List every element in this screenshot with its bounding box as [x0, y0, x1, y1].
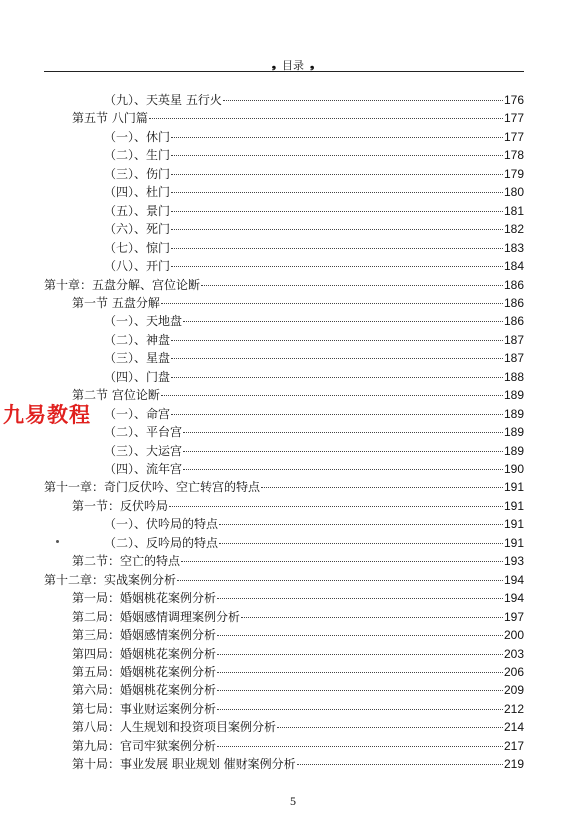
- toc-entry-label: 第八局：人生规划和投资项目案例分析: [72, 720, 277, 735]
- dot-leader: [277, 727, 503, 728]
- page-number: 5: [290, 794, 296, 808]
- toc-entry-page: 184: [503, 259, 524, 274]
- toc-entry-page: 187: [503, 351, 524, 366]
- dot-leader: [171, 155, 503, 156]
- dot-leader: [183, 469, 503, 470]
- dot-leader: [171, 266, 503, 267]
- toc-entry-page: 214: [503, 720, 524, 735]
- toc-entry-label: （六）、死门: [104, 222, 171, 237]
- toc-entry[interactable]: [104, 257, 524, 275]
- toc-entry-page: 181: [503, 203, 524, 218]
- toc-entry-page: 191: [503, 480, 524, 495]
- right-ornament-icon: ❟: [310, 58, 315, 71]
- dot-leader: [171, 358, 503, 359]
- dot-leader: [219, 524, 503, 525]
- toc-entry-label: 第二局：婚姻感情调理案例分析: [72, 609, 241, 624]
- toc-entry-page: 190: [503, 462, 524, 476]
- dot-leader: [161, 303, 503, 304]
- dot-leader: [219, 543, 503, 544]
- dot-leader: [181, 561, 503, 562]
- toc-entry-label: （二）、平台宫: [104, 425, 183, 440]
- toc-entry-page: 189: [503, 443, 524, 458]
- toc-entry-page: 200: [503, 628, 524, 643]
- toc-entry-page: 191: [503, 517, 524, 532]
- toc-entry-label: 第三局：婚姻感情案例分析: [72, 628, 217, 643]
- toc-entry[interactable]: [104, 146, 524, 164]
- toc-entry-page: 186: [503, 314, 524, 329]
- toc-entry[interactable]: [44, 478, 524, 496]
- toc-entry-label: 第六局：婚姻桃花案例分析: [72, 683, 217, 698]
- toc-entry-label: 第五节 八门篇: [72, 111, 148, 126]
- toc-entry-page: 203: [503, 646, 524, 661]
- toc-entry-label: （一）、伏吟局的特点: [104, 517, 219, 532]
- dot-leader: [201, 285, 503, 286]
- toc-entry-label: 第十局：事业发展 职业规划 催财案例分析: [72, 757, 296, 772]
- toc-entry-page: 176: [503, 93, 524, 107]
- toc-entry-page: 217: [503, 738, 524, 753]
- toc-entry-label: （一）、休门: [104, 129, 171, 144]
- toc-entry[interactable]: [104, 515, 524, 533]
- toc-entry-page: 194: [503, 572, 524, 587]
- toc-entry[interactable]: [72, 589, 524, 607]
- toc-entry-label: （三）、大运宫: [104, 443, 183, 458]
- dot-leader: [217, 709, 503, 710]
- toc-entry-label: （七）、惊门: [104, 240, 171, 255]
- toc-entry[interactable]: [72, 608, 524, 626]
- toc-entry-label: （三）、星盘: [104, 351, 171, 366]
- toc-entry[interactable]: [44, 571, 524, 589]
- dot-leader: [171, 211, 503, 212]
- toc-entry-page: 179: [503, 166, 524, 181]
- toc-entry-page: 191: [503, 535, 524, 550]
- dot-leader: [183, 451, 503, 452]
- dot-leader: [171, 174, 503, 175]
- toc-entry-page: 186: [503, 277, 524, 292]
- toc-entry-label: （一）、天地盘: [104, 314, 183, 329]
- toc-entry-page: 178: [503, 148, 524, 163]
- toc-entry-page: 191: [503, 498, 524, 513]
- toc-entry[interactable]: [72, 663, 524, 681]
- toc-entry-page: 219: [503, 757, 524, 772]
- toc-entry-page: 189: [503, 425, 524, 440]
- toc-entry-page: 206: [503, 664, 524, 679]
- toc-entry[interactable]: [104, 460, 524, 478]
- toc-entry-label: 第四局：婚姻桃花案例分析: [72, 646, 217, 661]
- toc-entry[interactable]: [104, 239, 524, 257]
- toc-entry-label: 第九局：官司牢狱案例分析: [72, 738, 217, 753]
- dot-leader: [177, 580, 503, 581]
- dot-leader: [241, 617, 503, 618]
- toc-entry-page: 188: [503, 369, 524, 384]
- toc-entry-label: 第十一章：奇门反伏吟、空亡转宫的特点: [44, 480, 261, 495]
- toc-entry[interactable]: [104, 165, 524, 183]
- toc-entry-page: 194: [503, 591, 524, 606]
- dot-leader: [171, 414, 503, 415]
- toc-entry-page: 180: [503, 185, 524, 200]
- toc-entry-label: （四）、流年宫: [104, 462, 183, 476]
- toc-entry[interactable]: [44, 276, 524, 294]
- toc-entry-page: 177: [503, 129, 524, 144]
- toc-entry[interactable]: [72, 700, 524, 718]
- toc-entry[interactable]: [72, 294, 524, 312]
- dot-leader: [223, 100, 503, 101]
- toc-entry-page: 189: [503, 406, 524, 421]
- dot-leader: [171, 340, 503, 341]
- toc-entry[interactable]: [104, 368, 524, 386]
- toc-entry[interactable]: [104, 202, 524, 220]
- stray-dot: [56, 540, 59, 543]
- toc-entry-label: 第二节：空亡的特点: [72, 554, 181, 569]
- toc-entry[interactable]: [104, 183, 524, 201]
- toc-entry[interactable]: [72, 497, 524, 515]
- toc-entry[interactable]: [104, 534, 524, 552]
- dot-leader: [171, 229, 503, 230]
- dot-leader: [183, 432, 503, 433]
- toc-entry[interactable]: [104, 349, 524, 367]
- watermark-logo: 九易教程: [3, 403, 91, 427]
- toc-entry-page: 197: [503, 609, 524, 624]
- toc-entry[interactable]: [104, 312, 524, 330]
- toc-entry-label: 第一节：反伏吟局: [72, 498, 169, 513]
- toc-entry-label: （二）、反吟局的特点: [104, 535, 219, 550]
- dot-leader: [171, 248, 503, 249]
- toc-entry[interactable]: [104, 423, 524, 441]
- header-rule: [44, 71, 524, 72]
- dot-leader: [217, 746, 503, 747]
- toc-entry-page: 186: [503, 295, 524, 310]
- toc-entry-label: （四）、杜门: [104, 185, 171, 200]
- toc-entry-label: （三）、伤门: [104, 166, 171, 181]
- dot-leader: [161, 395, 503, 396]
- toc-entry-label: 第七局：事业财运案例分析: [72, 701, 217, 716]
- toc-entry-label: （九）、天英星 五行火: [104, 93, 222, 107]
- toc-entry-label: 第一局：婚姻桃花案例分析: [72, 591, 217, 606]
- dot-leader: [297, 764, 503, 765]
- toc-entry-label: 第十二章：实战案例分析: [44, 572, 177, 587]
- dot-leader: [183, 321, 503, 322]
- toc-entry-label: （四）、门盘: [104, 369, 171, 384]
- toc-entry[interactable]: [72, 386, 524, 404]
- dot-leader: [171, 137, 503, 138]
- toc-entry[interactable]: [104, 91, 524, 109]
- toc-entry-label: （五）、景门: [104, 203, 171, 218]
- header-title: 目录: [282, 59, 304, 72]
- toc-entry-label: （二）、生门: [104, 148, 171, 163]
- dot-leader: [217, 672, 503, 673]
- dot-leader: [149, 118, 503, 119]
- toc-entry[interactable]: [104, 220, 524, 238]
- toc-entry[interactable]: [72, 626, 524, 644]
- dot-leader: [217, 654, 503, 655]
- toc-entry-label: （八）、开门: [104, 259, 171, 274]
- dot-leader: [171, 192, 503, 193]
- toc-entry[interactable]: [72, 718, 524, 736]
- dot-leader: [171, 377, 503, 378]
- toc-entry-page: 212: [503, 701, 524, 716]
- toc-entry[interactable]: [72, 737, 524, 755]
- toc-entry[interactable]: [104, 405, 524, 423]
- toc-entry[interactable]: [104, 331, 524, 349]
- toc-entry[interactable]: [72, 755, 524, 773]
- toc-entry-label: （二）、神盘: [104, 332, 171, 347]
- toc-entry-page: 182: [503, 222, 524, 237]
- toc-entry[interactable]: [104, 442, 524, 460]
- dot-leader: [217, 635, 503, 636]
- toc-entry-page: 187: [503, 332, 524, 347]
- left-ornament-icon: ❟: [271, 58, 276, 71]
- toc-entry[interactable]: [104, 128, 524, 146]
- toc-entry-page: 189: [503, 388, 524, 403]
- toc-entry-label: 第一节 五盘分解: [72, 295, 160, 310]
- dot-leader: [169, 506, 503, 507]
- toc-entry-page: 193: [503, 554, 524, 569]
- toc-entry-label: 第二节 宫位论断: [72, 388, 160, 403]
- toc-entry[interactable]: [72, 645, 524, 663]
- dot-leader: [217, 690, 503, 691]
- toc-entry-label: 第五局：婚姻桃花案例分析: [72, 664, 217, 679]
- toc-entry[interactable]: [72, 681, 524, 699]
- dot-leader: [217, 598, 503, 599]
- toc-entry-label: 第十章：五盘分解、宫位论断: [44, 277, 201, 292]
- dot-leader: [261, 487, 503, 488]
- toc-entry-page: 183: [503, 240, 524, 255]
- toc-entry[interactable]: [72, 109, 524, 127]
- toc-entry[interactable]: [72, 552, 524, 570]
- toc-entry-page: 177: [503, 111, 524, 126]
- toc-entry-page: 209: [503, 683, 524, 698]
- toc-entry-label: （一）、命宫: [104, 406, 171, 421]
